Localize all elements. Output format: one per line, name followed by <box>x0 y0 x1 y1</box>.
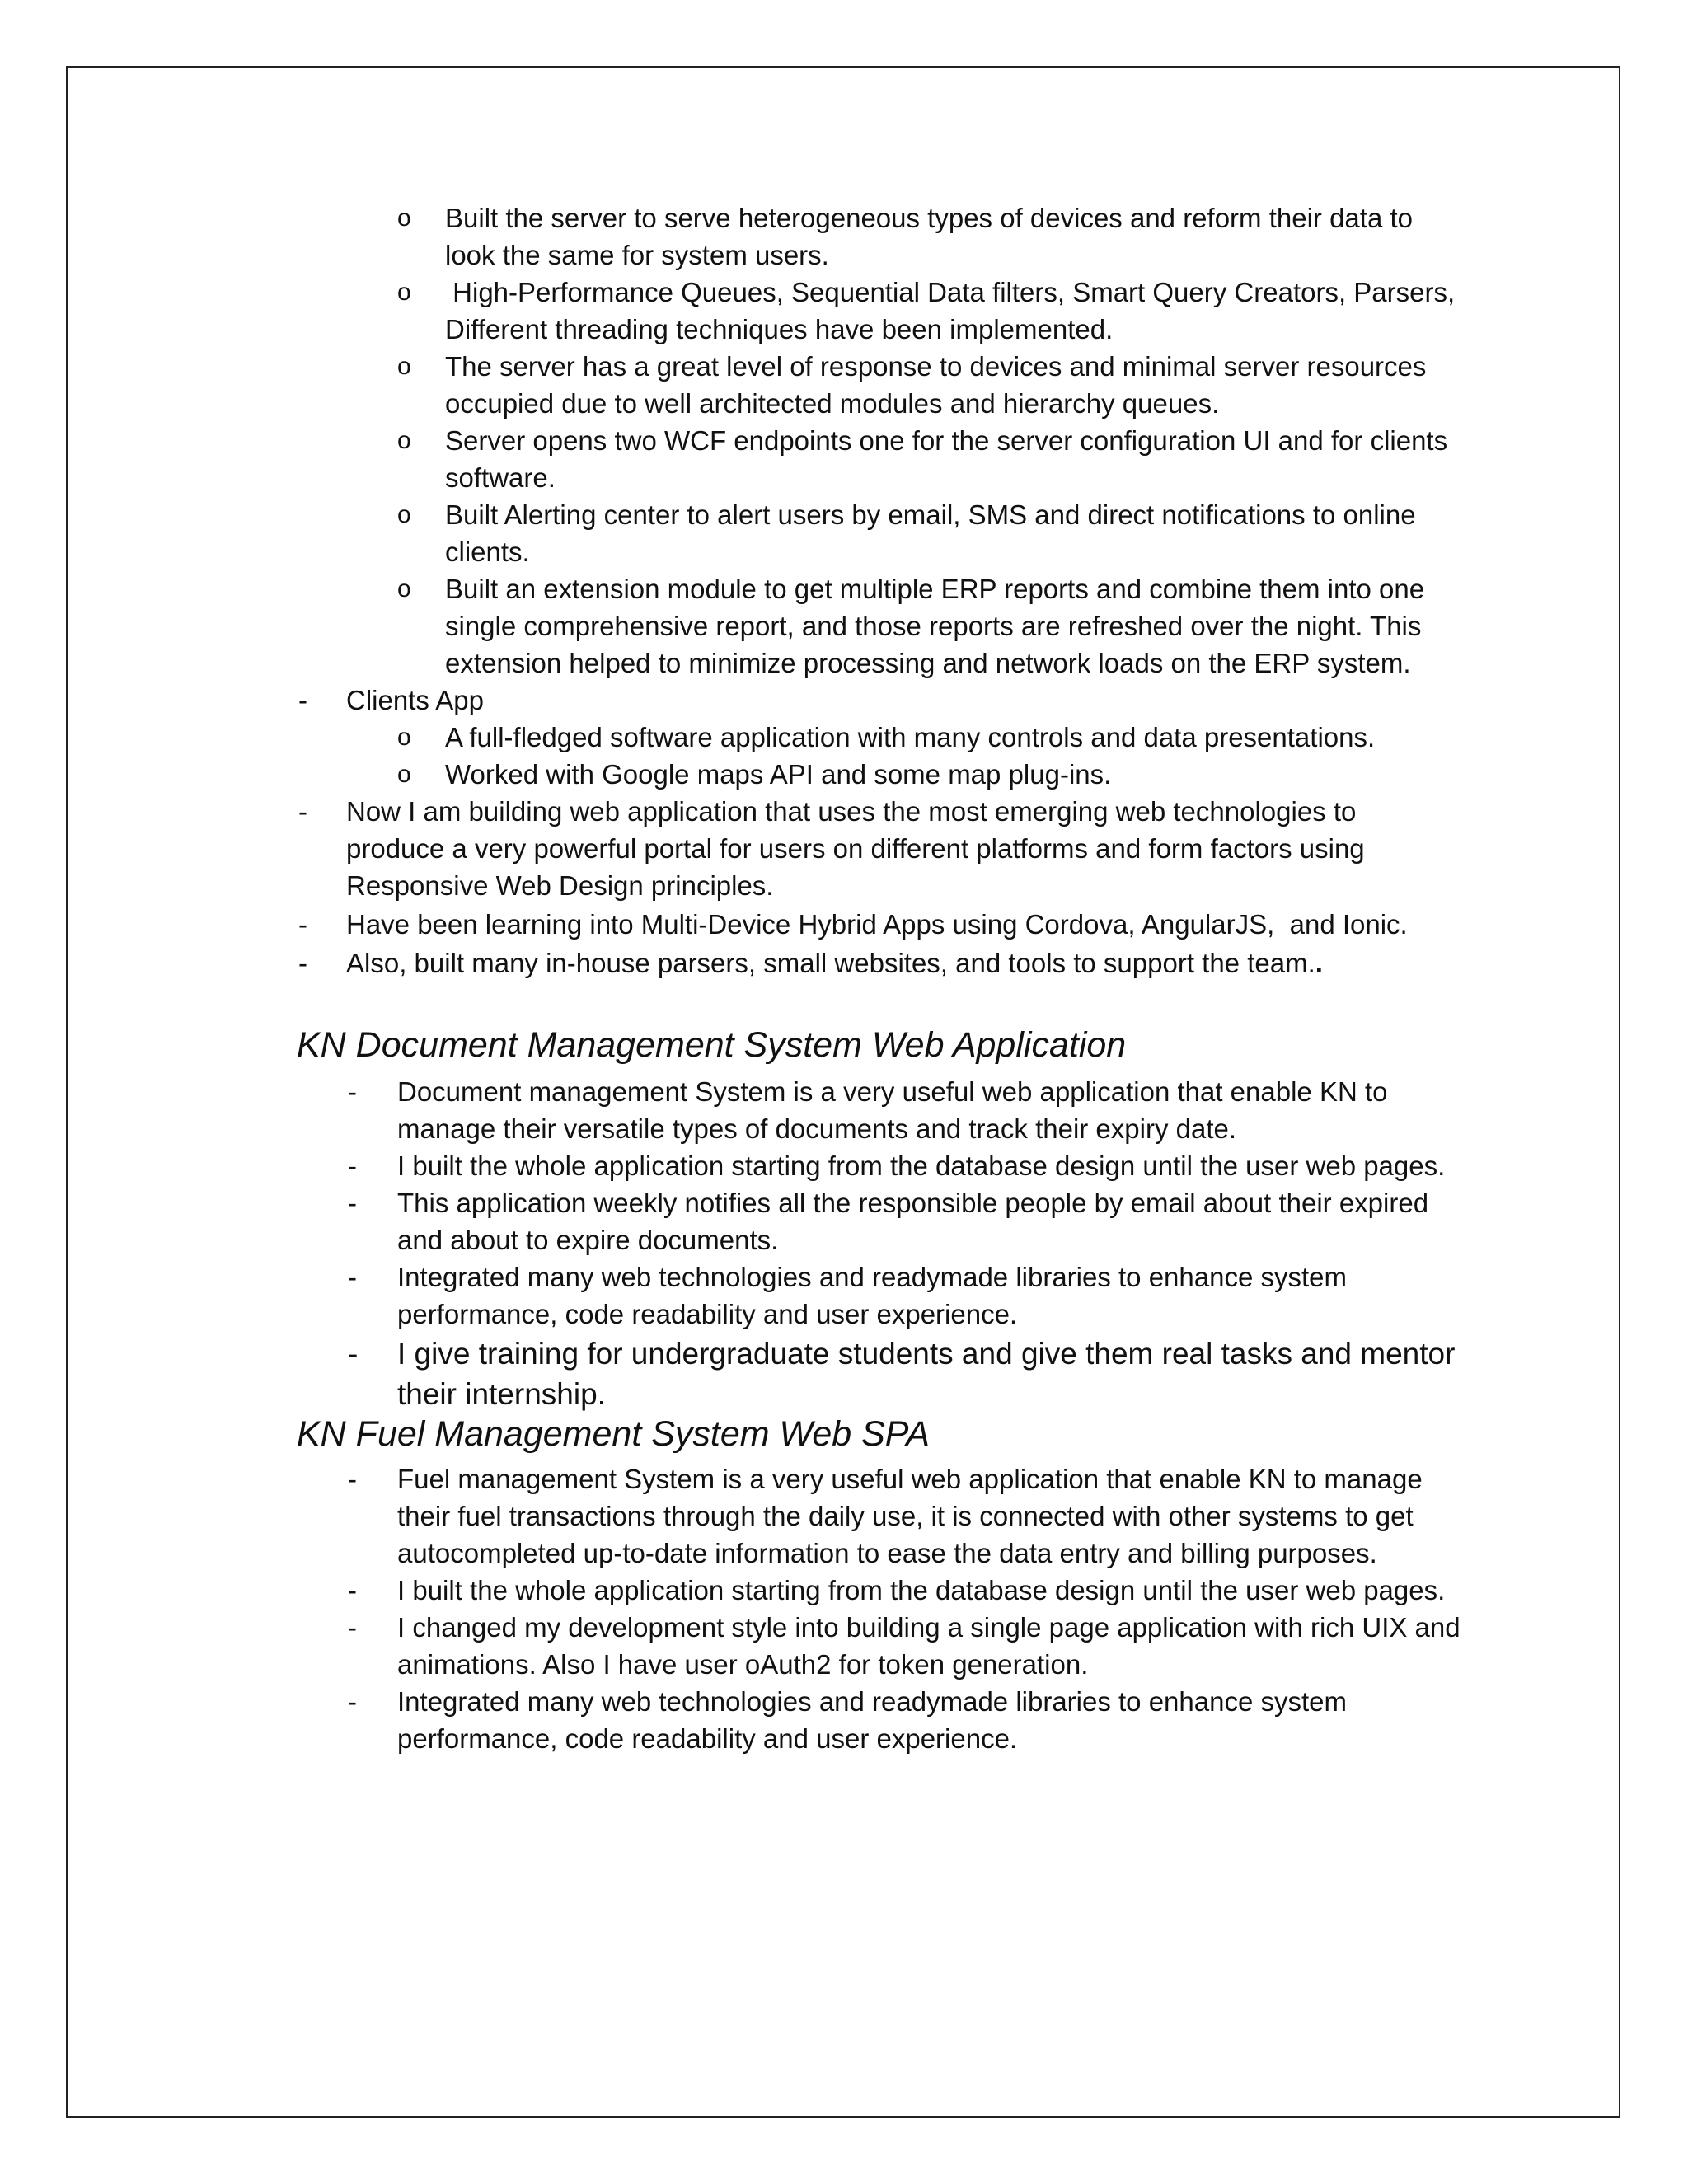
list-item-line: Integrated many web technologies and readymade libraries to enhance system <box>397 1686 1348 1717</box>
list-item-line: clients. <box>445 537 530 567</box>
list-item-line: single comprehensive report, and those reports are refreshed over the night. This <box>445 611 1422 641</box>
bullet-marker: o <box>397 575 411 602</box>
dash-marker: - <box>348 1188 357 1218</box>
list-item-line: look the same for system users. <box>445 240 829 270</box>
dash-marker: - <box>348 1151 357 1181</box>
list-item-line: Fuel management System is a very useful web application that enable KN to manage <box>397 1464 1423 1494</box>
list-item-line: performance, code readability and user experience. <box>397 1723 1018 1754</box>
list-item-line: their fuel transactions through the daily use, it is connected with other systems to get <box>397 1501 1414 1531</box>
dash-marker: - <box>348 1686 357 1717</box>
list-item-line: A full-fledged software application with many controls and data presentations. <box>445 722 1376 752</box>
list-item-line: This application weekly notifies all the responsible people by email about their expired <box>397 1188 1429 1218</box>
section-heading-fms: KN Fuel Management System Web SPA <box>297 1414 930 1454</box>
list-item-line: I built the whole application starting from the database design until the user web pages. <box>397 1151 1446 1181</box>
dash-marker: - <box>298 796 307 827</box>
list-item-line: and about to expire documents. <box>397 1225 779 1255</box>
dash-marker: - <box>348 1337 359 1371</box>
list-item-text: Also, built many in-house parsers, small websites, and tools to support the team. <box>346 948 1315 978</box>
list-item-line: Document management System is a very useful web application that enable KN to <box>397 1076 1388 1107</box>
list-item-line <box>346 944 1323 982</box>
dash-marker: - <box>348 1076 357 1107</box>
dash-marker: - <box>298 685 307 715</box>
list-item-line: Built Alerting center to alert users by email, SMS and direct notifications to online <box>445 499 1416 530</box>
trailing-period: . <box>1315 948 1323 978</box>
bullet-marker: o <box>397 724 411 751</box>
bullet-marker: o <box>397 353 411 380</box>
bullet-marker: o <box>397 427 411 454</box>
dash-marker: - <box>298 909 307 940</box>
list-item-line: Integrated many web technologies and readymade libraries to enhance system <box>397 1262 1348 1292</box>
list-item-line: Built an extension module to get multiple ERP reports and combine them into one <box>445 574 1425 604</box>
list-item-line: High-Performance Queues, Sequential Data filters, Smart Query Creators, Parsers, <box>445 277 1456 307</box>
list-item-line: animations. Also I have user oAuth2 for token generation. <box>397 1649 1089 1680</box>
list-item-line: I built the whole application starting from the database design until the user web pages. <box>397 1575 1446 1605</box>
list-item-line: Server opens two WCF endpoints one for the server configuration UI and for clients <box>445 425 1448 456</box>
list-item-line: Have been learning into Multi-Device Hybrid Apps using Cordova, AngularJS, and Ionic. <box>346 909 1408 940</box>
list-item-line: Worked with Google maps API and some map plug-ins. <box>445 759 1112 790</box>
list-item-line: produce a very powerful portal for users on different platforms and form factors using <box>346 833 1365 864</box>
dash-marker: - <box>348 1612 357 1643</box>
list-item-line: I changed my development style into building a single page application with rich UIX and <box>397 1612 1461 1643</box>
bullet-marker: o <box>397 279 411 306</box>
list-item-line: their internship. <box>397 1377 606 1411</box>
clients-app-label: Clients App <box>346 685 484 715</box>
list-item-line: Different threading techniques have been implemented. <box>445 314 1114 344</box>
list-item-line: occupied due to well architected modules and hierarchy queues. <box>445 388 1220 419</box>
bullet-marker: o <box>397 204 411 232</box>
list-item-line: Now I am building web application that uses the most emerging web technologies to <box>346 796 1357 827</box>
list-item-line: The server has a great level of response to devices and minimal server resources <box>445 351 1427 382</box>
list-item-line: Built the server to serve heterogeneous types of devices and reform their data to <box>445 203 1413 233</box>
dash-marker: - <box>348 1575 357 1605</box>
list-item-line: I give training for undergraduate students and give them real tasks and mentor <box>397 1337 1456 1371</box>
list-item-line: autocompleted up-to-date information to ease the data entry and billing purposes. <box>397 1538 1377 1568</box>
bullet-marker: o <box>397 761 411 788</box>
section-heading-dms: KN Document Management System Web Application <box>297 1025 1127 1065</box>
list-item-line: Responsive Web Design principles. <box>346 870 774 901</box>
list-item-line: manage their versatile types of documents and track their expiry date. <box>397 1113 1237 1144</box>
list-item-line: performance, code readability and user experience. <box>397 1299 1018 1329</box>
dash-marker: - <box>348 1464 357 1494</box>
list-item-line: extension helped to minimize processing and network loads on the ERP system. <box>445 648 1411 678</box>
bullet-marker: o <box>397 501 411 528</box>
dash-marker: - <box>298 948 307 978</box>
list-item-line: software. <box>445 462 556 493</box>
dash-marker: - <box>348 1262 357 1292</box>
